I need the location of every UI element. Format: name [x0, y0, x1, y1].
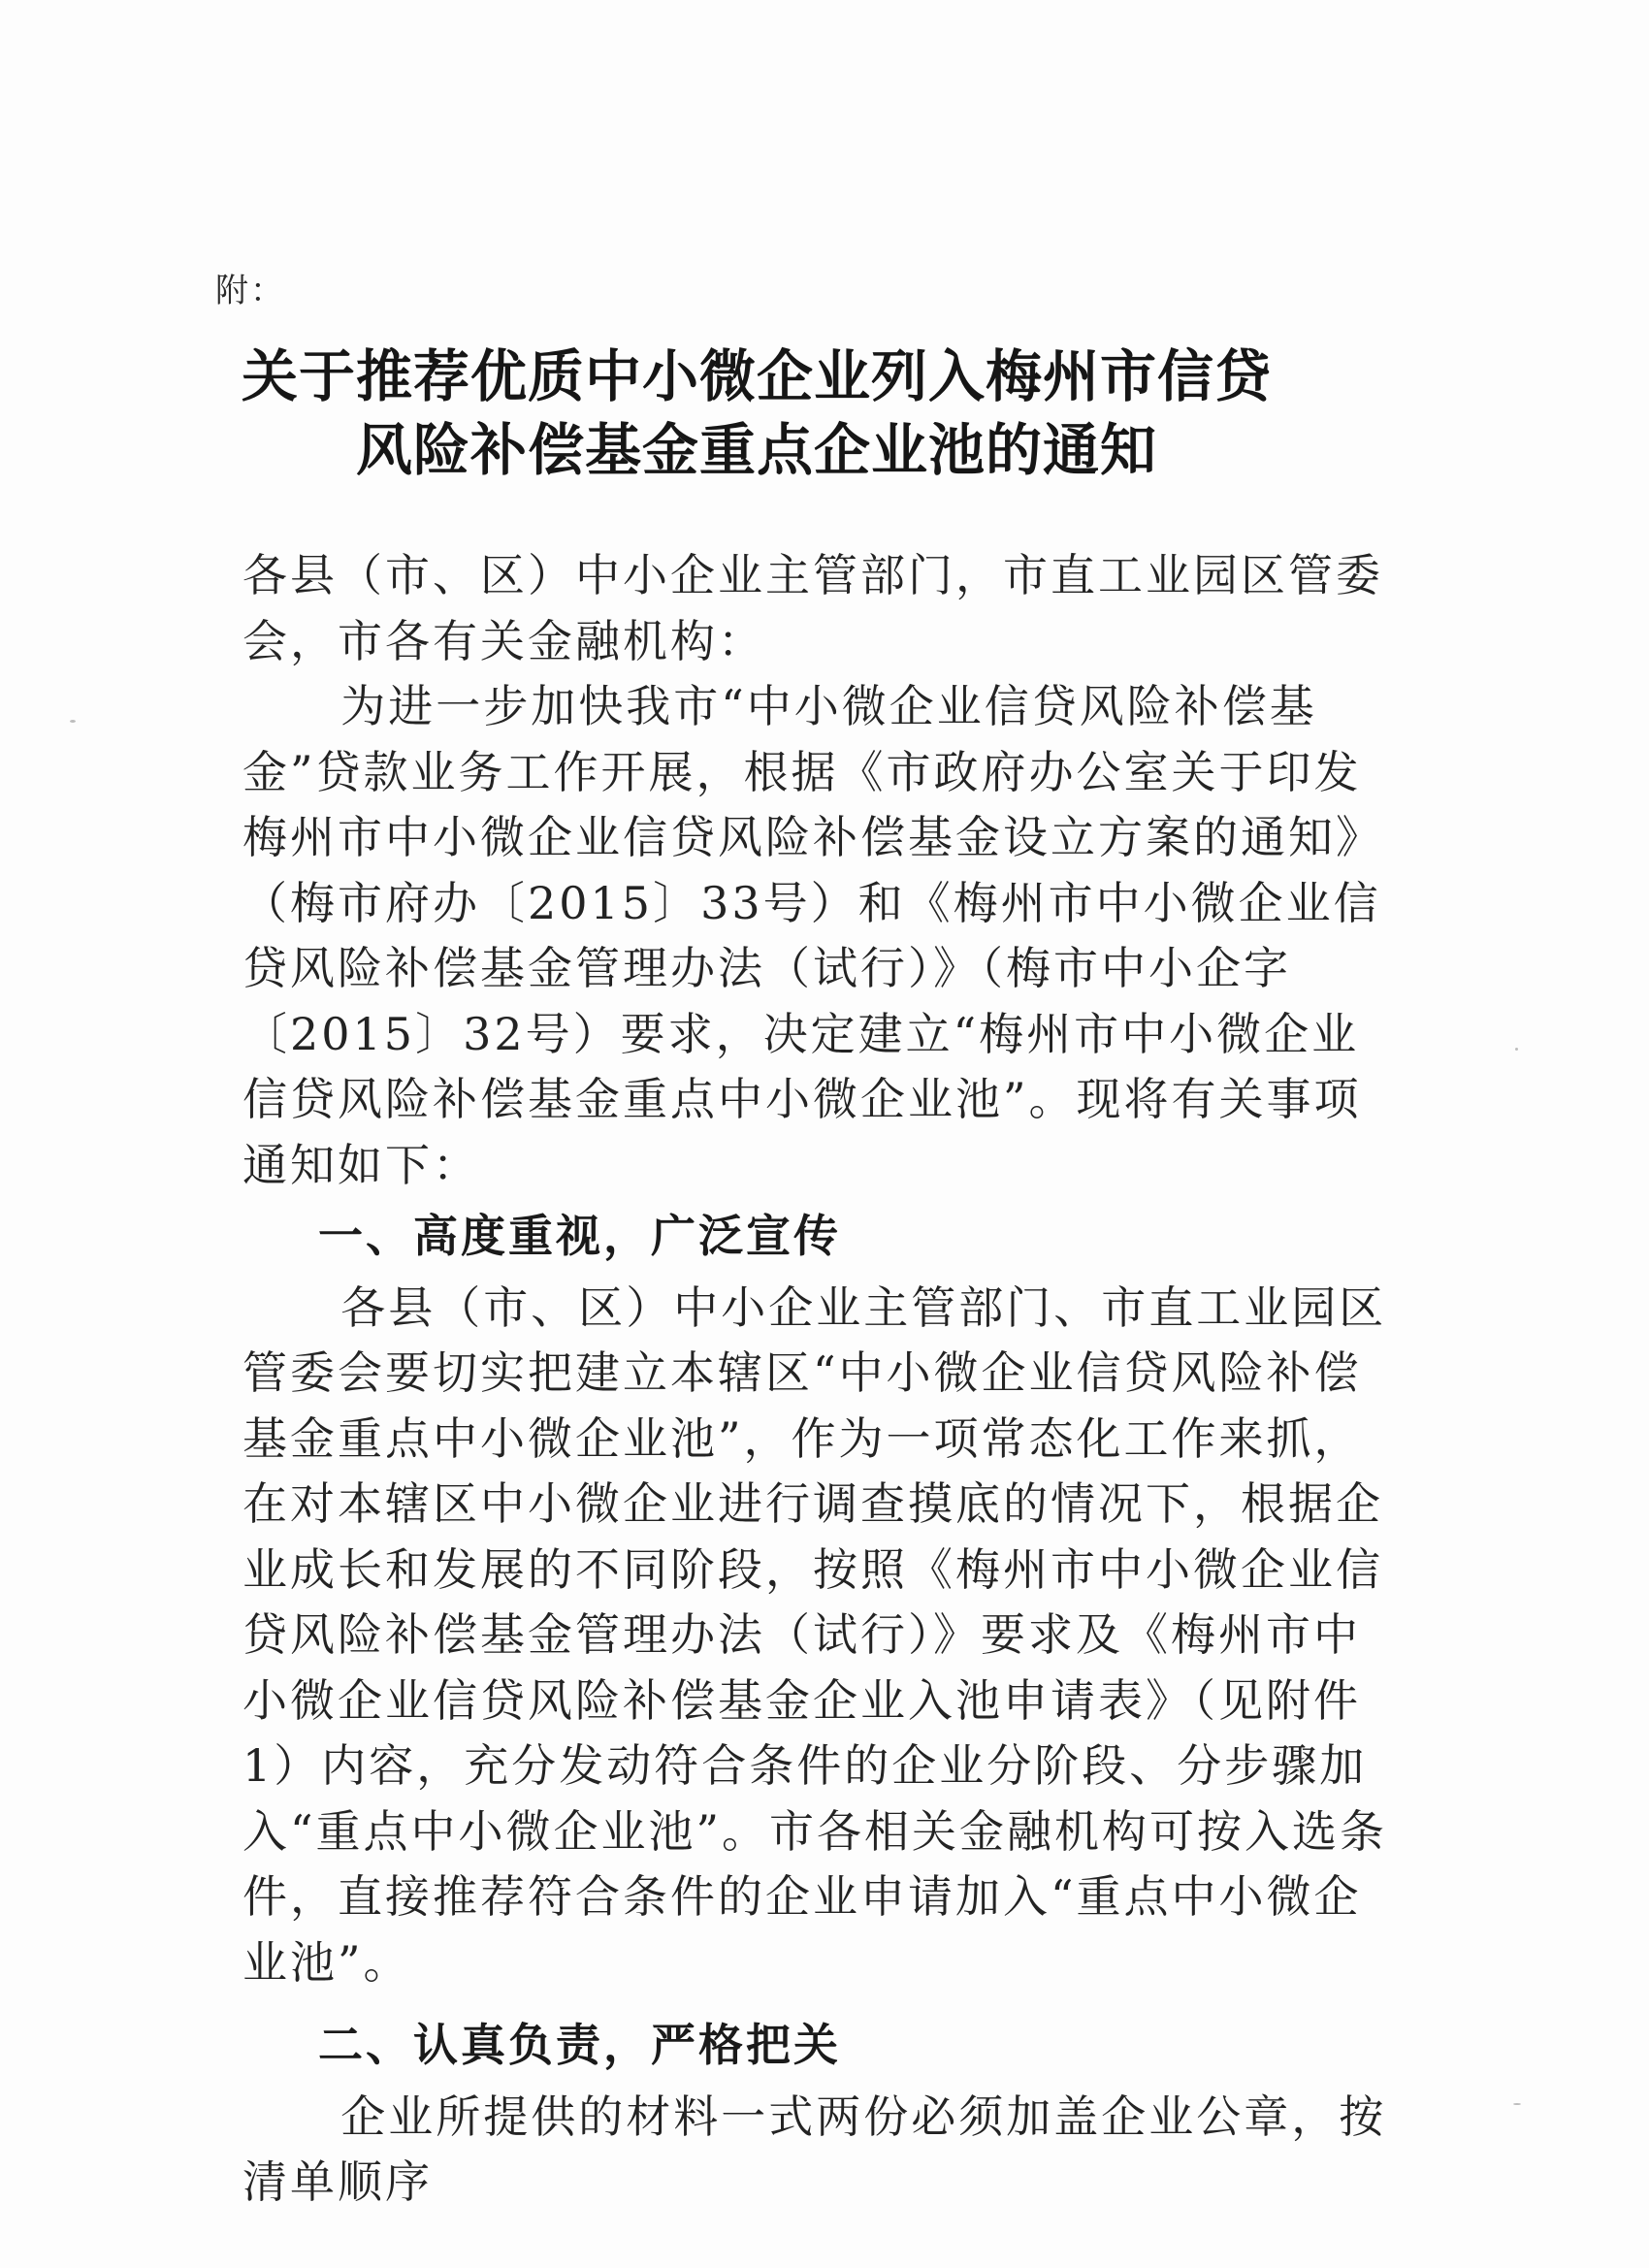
section-1-heading: 一、高度重视，广泛宣传	[318, 1210, 841, 1262]
intro-paragraph: 为进一步加快我市“中小微企业信贷风险补偿基金”贷款业务工作开展，根据《市政府办公室关于印发梅州市中小微企业信贷风险补偿基金设立方案的通知》（梅市府办〔2015〕33号）和《梅州市中小微企业信贷风险补偿基金管理办法（试行）》（梅市中小企字〔2015〕32号）要求，决定建立“梅州市中小微企业信贷风险补偿基金重点中小微企业池”。现将有关事项通知如下：	[242, 680, 1383, 1191]
salutation: 各县（市、区）中小企业主管部门，市直工业园区管委会，市各有关金融机构：	[242, 549, 1383, 667]
scan-speck	[1513, 2103, 1521, 2105]
document-body	[242, 543, 1397, 2216]
title-line-1: 关于推荐优质中小微企业列入梅州市信贷	[241, 343, 1272, 409]
section-2-paragraph: 企业所提供的材料一式两份必须加盖企业公章，按清单顺序	[242, 2090, 1387, 2208]
section-2-heading: 二、认真负责，严格把关	[318, 2019, 841, 2071]
scan-speck	[1515, 1048, 1518, 1051]
title-line-2: 风险补偿基金重点企业池的通知	[355, 417, 1157, 483]
section-1-paragraph: 各县（市、区）中小企业主管部门、市直工业园区管委会要切实把建立本辖区“中小微企业信贷风险补偿基金重点中小微企业池”，作为一项常态化工作来抓，在对本辖区中小微企业进行调查摸底的情况下，根据企业成长和发展的不同阶段，按照《梅州市中小微企业信贷风险补偿基金管理办法（试行）》要求及《梅州市中小微企业信贷风险补偿基金企业入池申请表》（见附件1）内容，充分发动符合条件的企业分阶段、分步骤加入“重点中小微企业池”。市各相关金融机构可按入选条件，直接推荐符合条件的企业申请加入“重点中小微企业池”。	[242, 1280, 1388, 1989]
document-title	[194, 340, 1319, 487]
attachment-label: 附：	[215, 272, 285, 310]
scan-speck	[70, 720, 76, 723]
